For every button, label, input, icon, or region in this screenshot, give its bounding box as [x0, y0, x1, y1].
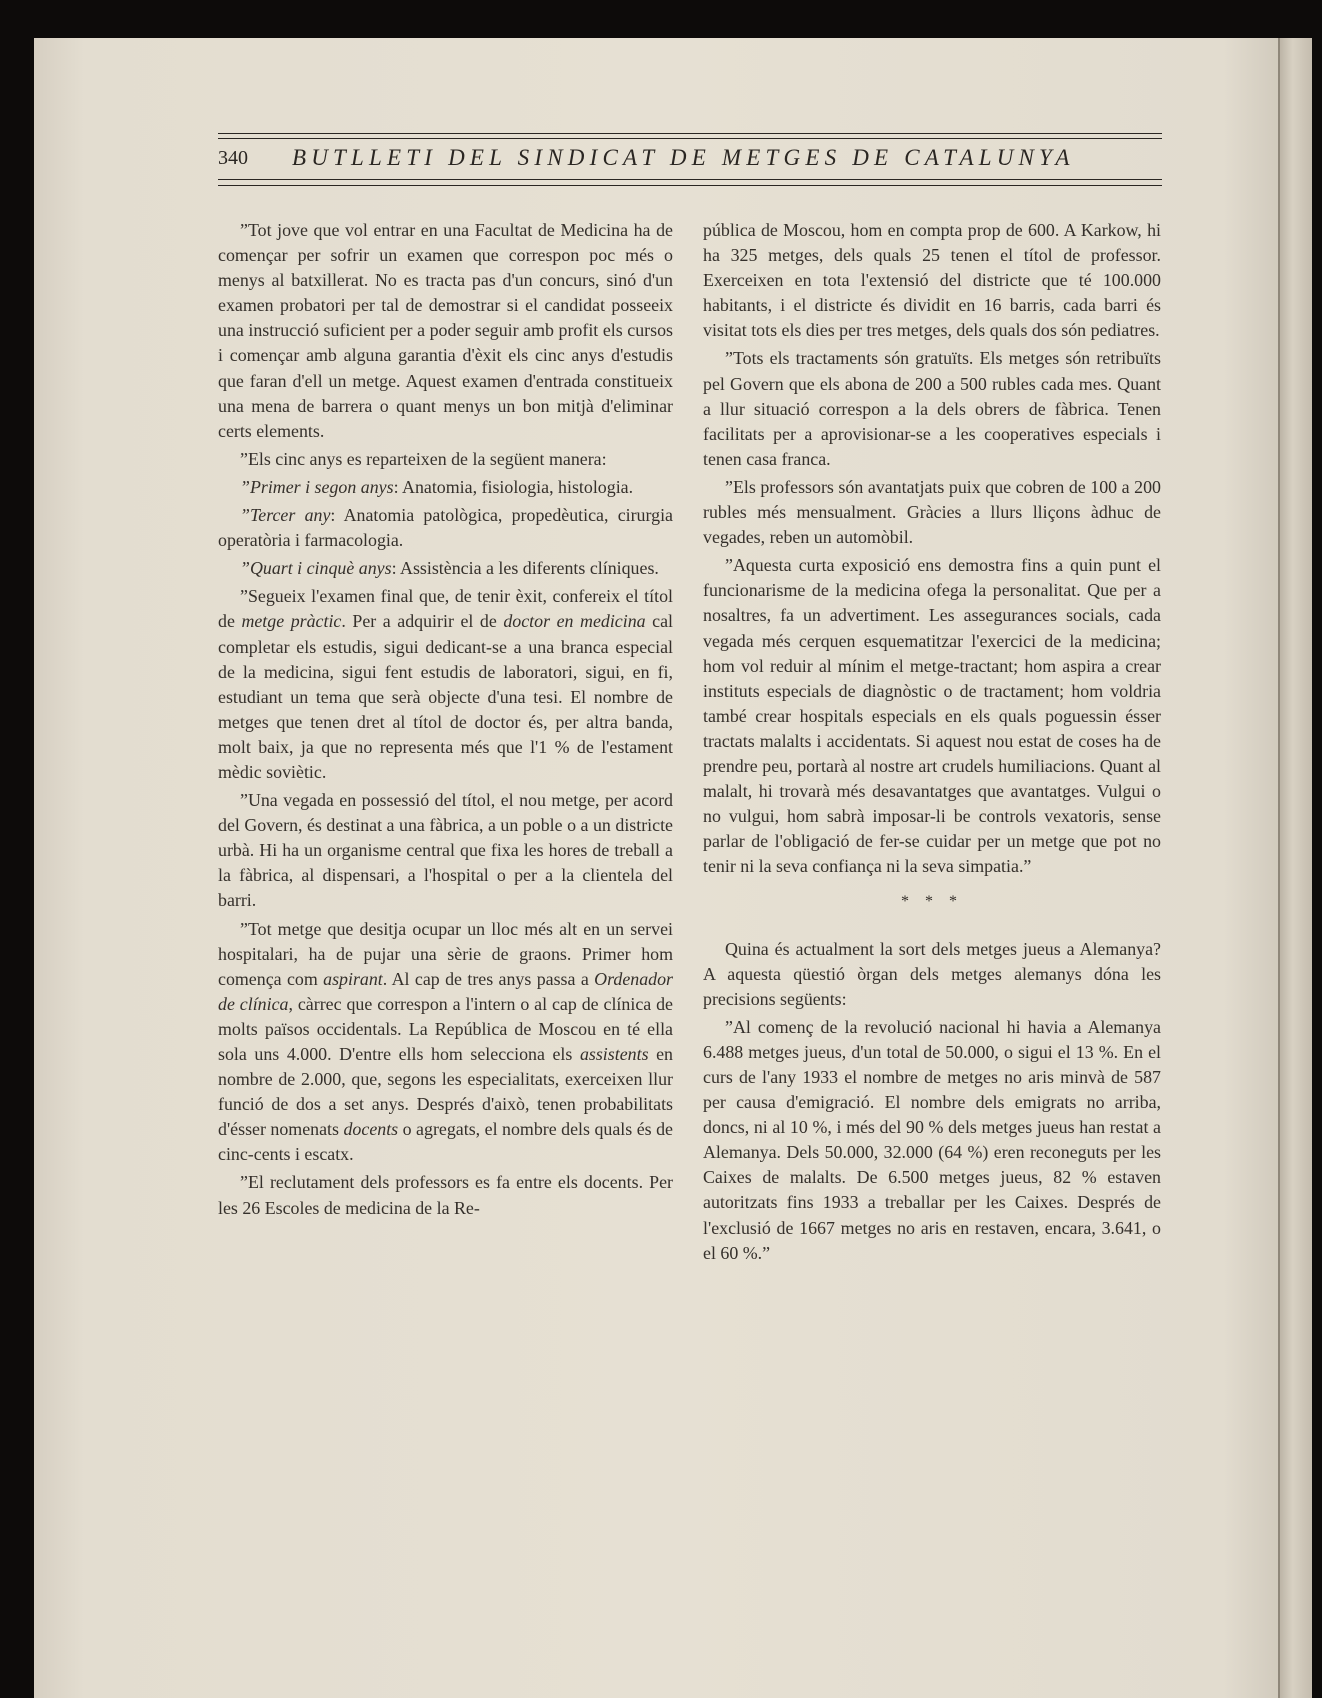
paragraph: ”El reclutament dels professors es fa entre els docents. Per les 26 Escoles de medicina de la Re-: [218, 1172, 673, 1218]
page-number: 340: [218, 147, 248, 169]
italic-term: Ordenador de clínica: [218, 968, 674, 1014]
paragraph: [218, 503, 673, 553]
italic-term: docents: [343, 1119, 399, 1140]
paragraph: ”Aquesta curta exposició ens demostra fins a quin punt el funcionarisme de la medicina ofega la personalitat. Que per a nosaltres, fa un advertiment. Les assegurances socials, cada vegada més cerquen esquematitzar l'exercici de la medicina; hom vol reduir al mínim el metge-tractant; hom aspira a crear instituts especials de diagnòstic o de tractament; hom voldria també crear hospitals especials en els quals poguessin ésser tractats malalts i accidentats. Si aquest nou estat de coses ha de prendre peu, portarà al nostre art crudels humiliacions. Quant al malalt, hi trovarà més desavantatges que avantatges. Vulgui o no vulgui, hom sabrà imposar-li be controls vexatoris, sense parlar de l'obligació de fer-se cuidar per un metge que pot no tenir ni la seva confiança ni la seva simpatia.”: [703, 555, 1161, 877]
italic-label: ”Quart i cinquè anys: [240, 558, 392, 579]
paragraph-text: , càrrec que correspon a l'intern o al cap de clínica de molts països occidentals. La República de Moscou en té ella sola uns 4.000. D'entre ells hom selecciona els: [218, 993, 673, 1064]
paragraph: [218, 556, 673, 581]
paragraph: ”Els cinc anys es reparteixen de la següent manera:: [240, 448, 607, 469]
section-separator: * * *: [901, 893, 963, 911]
running-title: BUTLLETI DEL SINDICAT DE METGES DE CATALUNYA: [292, 145, 1075, 170]
paragraph-text: : Anatomia, fisiologia, histologia.: [393, 476, 634, 497]
paragraph-text: o agregats, el nombre dels quals és de cinc-cents i escatx.: [218, 1119, 673, 1165]
italic-label: ”Tercer any: [240, 505, 331, 526]
italic-term: assistents: [579, 1044, 649, 1064]
paragraph: ”Tot jove que vol entrar en una Facultat de Medicina ha de començar per sofrir un examen que correspon poc més o menys al batxillerat. No es tracta pas d'un concurs, sinó d'un examen probatori per tal de demostrar si el candidat posseeix una instrucció suficient per a poder seguir amb profit els cursos i començar amb alguna garantia d'èxit els cinc anys d'estudis que faran d'ell un metge. Aquest examen d'entrada constitueix una mena de barrera o quant menys un bon mitjà d'eliminar certs elements.: [218, 220, 673, 441]
page-header: [218, 133, 1162, 189]
paragraph-text: cal completar els estudis, sigui dedicant-se a una branca especial de la medicina, sigui fent estudis de laboratori, sigui, en fi, estudiant un tema que serà objecte d'una tesi. El nombre de metges que tenen dret al títol de doctor és, per altra banda, molt baix, ja que no representa més que l'1 % de l'estament mèdic soviètic.: [218, 611, 674, 782]
paragraph-text: : Assistència a les diferents clíniques.: [391, 558, 659, 579]
paragraph-text: . Al cap de tres anys passa a: [382, 968, 595, 989]
italic-term: aspirant: [323, 968, 383, 989]
paragraph: ”Els professors són avantatjats puix que cobren de 100 a 200 rubles més mensualment. Gràcies a llurs lliçons àdhuc de vegades, reben un automòbil.: [703, 476, 1161, 548]
header-rule-bottom-inner: [218, 179, 1162, 180]
header-rule-top: [218, 133, 1162, 134]
italic-label: ”Primer i segon anys: [240, 476, 394, 497]
paragraph: Quina és actualment la sort dels metges jueus a Alemanya? A aquesta qüestió òrgan dels metges alemanys dóna les precisions següents:: [703, 938, 1161, 1009]
paragraph: [218, 475, 673, 500]
italic-term: metge pràctic: [241, 611, 342, 632]
paragraph: ”Al començ de la revolució nacional hi havia a Alemanya 6.488 metges jueus, d'un total de 50.000, o sigui el 13 %. En el curs de l'any 1933 el nombre de metges no aris minvà de 587 per causa d'emigració. El nombre dels emigrats no arriba, doncs, ni al 10 %, i més del 90 % dels metges jueus han restat a Alemanya. Dels 50.000, 32.000 (64 %) eren reconeguts per les Caixes de malalts. De 6.500 metges jueus, 82 % estaven autoritzats fins 1933 a treballar per les Caixes. Després de l'exclusió de 1667 metges no aris en restaven, encara, 3.641, o el 60 %.”: [703, 1016, 1161, 1263]
paragraph-text: . Per a adquirir el de: [341, 611, 504, 632]
paragraph: [218, 584, 673, 785]
paragraph-text: ”Tot metge que desitja ocupar un lloc més alt en un servei hospitalari, ha de pujar una sèrie de graons. Primer hom comença com: [218, 918, 673, 989]
left-column: [218, 218, 673, 1221]
paragraph: pública de Moscou, hom en compta prop de 600. A Karkow, hi ha 325 metges, dels quals 25 tenen el títol de professor. Exerceixen en tota l'extensió del districte que té 100.000 habitants, i el districte és dividit en 16 barris, cada barri és visitat tots els dies per tres metges, dels quals dos són pediatres.: [703, 220, 1161, 341]
paragraph: [218, 917, 673, 1168]
adjacent-page-edge: [1278, 38, 1312, 1698]
header-rule-bottom: [218, 185, 1162, 186]
paragraph-text: en nombre de 2.000, que, segons les especialitats, exerceixen llur funció de dos a set anys. Després d'això, tenen probabilitats d'ésser nomenats: [218, 1044, 673, 1140]
paragraph-text: : Anatomia patològica, propedèutica, cirurgia operatòria i farmacologia.: [218, 505, 673, 551]
paragraph: ”Una vegada en possessió del títol, el nou metge, per acord del Govern, és destinat a una fàbrica, a un poble o a un districte urbà. Hi ha un organisme central que fixa les hores de treball a la fàbrica, al dispensari, a l'hospital o per a la clientela del barri.: [218, 790, 673, 911]
paragraph-text: ”Segueix l'examen final que, de tenir èxit, confereix el títol de: [218, 586, 673, 632]
header-rule-top-inner: [218, 138, 1162, 139]
italic-term: doctor en medicina: [503, 611, 646, 632]
paragraph: ”Tots els tractaments són gratuïts. Els metges són retribuïts pel Govern que els abona de 200 a 500 rubles cada mes. Quant a llur situació correspon a la dels obrers de fàbrica. Tenen facilitats per a aprovisionar-se a les cooperatives especials i tenen casa franca.: [703, 348, 1161, 469]
right-column: [703, 218, 1161, 1266]
